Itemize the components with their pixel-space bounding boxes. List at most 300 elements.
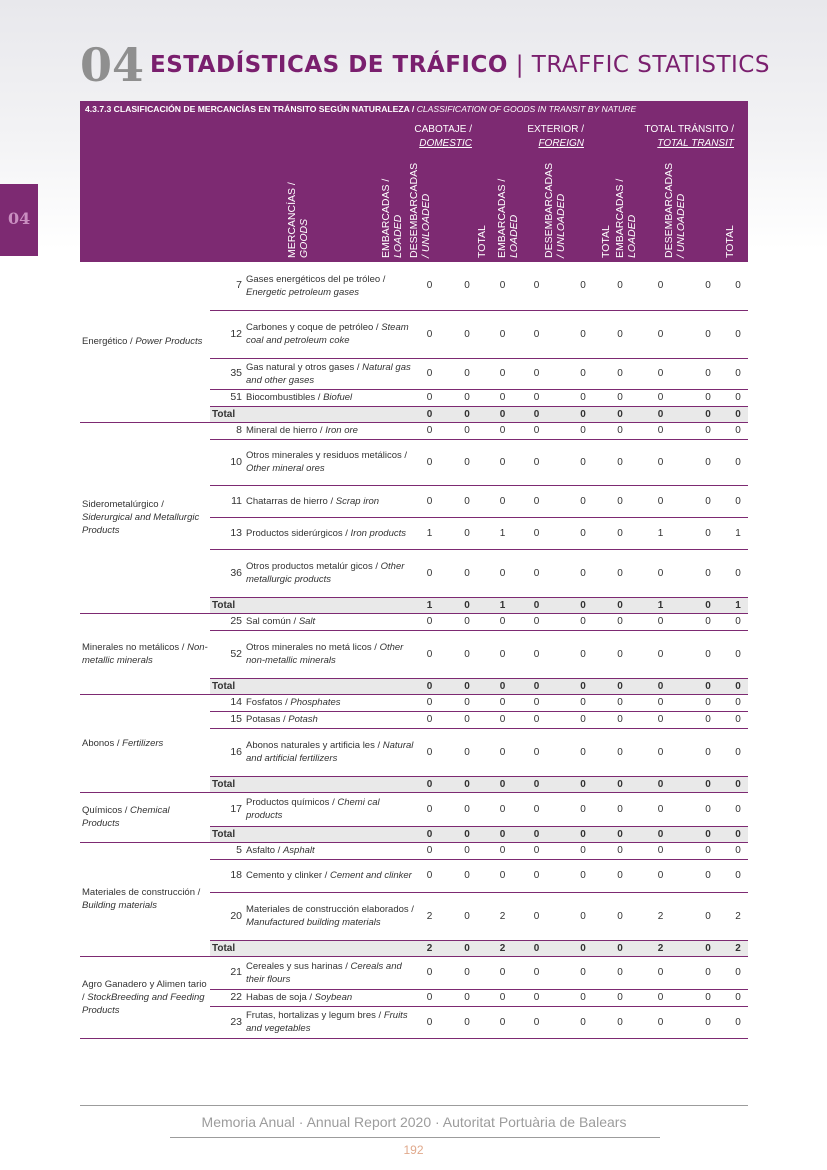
value-cell: 0 bbox=[633, 859, 688, 892]
col-domestic-total: TOTAL bbox=[476, 225, 488, 258]
total-value-cell: 0 bbox=[443, 776, 491, 792]
goods-description bbox=[244, 613, 416, 630]
goods-desc-es: Otros productos metalúr gicos / bbox=[246, 561, 381, 572]
value-cell: 0 bbox=[491, 358, 514, 389]
value-cell: 0 bbox=[443, 859, 491, 892]
total-value-cell: 1 bbox=[491, 597, 514, 613]
value-cell: 0 bbox=[514, 694, 559, 711]
value-cell: 0 bbox=[416, 859, 443, 892]
goods-desc-en: Natural and artificial fertilizers bbox=[246, 740, 414, 764]
goods-desc-en: Biofuel bbox=[323, 392, 353, 403]
goods-desc-en: Other metallurgic products bbox=[246, 561, 405, 585]
value-cell: 0 bbox=[514, 613, 559, 630]
category-name-es: Energético / bbox=[82, 336, 136, 348]
value-cell: 2 bbox=[728, 892, 748, 940]
value-cell: 0 bbox=[633, 792, 688, 826]
total-value-cell: 0 bbox=[607, 406, 633, 422]
value-cell: 0 bbox=[633, 439, 688, 485]
value-cell: 0 bbox=[514, 842, 559, 859]
value-cell: 0 bbox=[443, 358, 491, 389]
value-cell: 0 bbox=[416, 262, 443, 310]
total-value-cell: 0 bbox=[491, 826, 514, 842]
value-cell: 0 bbox=[688, 358, 728, 389]
value-cell: 0 bbox=[633, 956, 688, 989]
value-cell: 0 bbox=[514, 358, 559, 389]
value-cell: 0 bbox=[491, 1006, 514, 1038]
value-cell: 0 bbox=[688, 842, 728, 859]
goods-code: 18 bbox=[210, 859, 244, 892]
value-cell: 0 bbox=[633, 989, 688, 1006]
goods-description bbox=[244, 989, 416, 1006]
goods-desc-es: Chatarras de hierro / bbox=[246, 495, 336, 507]
value-cell: 0 bbox=[443, 485, 491, 517]
value-cell: 0 bbox=[416, 310, 443, 358]
value-cell: 0 bbox=[607, 262, 633, 310]
group-foreign-es: EXTERIOR / bbox=[527, 124, 584, 135]
value-cell: 0 bbox=[633, 310, 688, 358]
goods-description bbox=[244, 517, 416, 549]
value-cell: 0 bbox=[491, 842, 514, 859]
col-total-loaded: EMBARCADAS / LOADED bbox=[614, 178, 638, 258]
table-row bbox=[80, 422, 748, 439]
total-value-cell: 0 bbox=[728, 678, 748, 694]
value-cell: 0 bbox=[688, 989, 728, 1006]
table-row bbox=[80, 956, 748, 989]
value-cell: 0 bbox=[514, 792, 559, 826]
value-cell: 0 bbox=[491, 439, 514, 485]
value-cell: 0 bbox=[514, 517, 559, 549]
total-value-cell: 0 bbox=[607, 597, 633, 613]
value-cell: 0 bbox=[514, 549, 559, 597]
value-cell: 0 bbox=[514, 728, 559, 776]
value-cell: 0 bbox=[688, 630, 728, 678]
total-value-cell: 2 bbox=[491, 940, 514, 956]
column-header-row bbox=[80, 156, 748, 262]
col-domestic-loaded: EMBARCADAS / LOADED bbox=[380, 178, 404, 258]
goods-desc-es: Cemento y clinker / bbox=[246, 870, 330, 881]
goods-code: 51 bbox=[210, 389, 244, 406]
total-value-cell: 0 bbox=[633, 776, 688, 792]
goods-desc-en: Soybean bbox=[314, 992, 353, 1003]
goods-desc-es: Abonos naturales y artificia les / bbox=[246, 740, 383, 751]
chapter-side-tab bbox=[0, 184, 38, 256]
total-value-cell: 0 bbox=[443, 940, 491, 956]
total-label: Total bbox=[210, 826, 416, 842]
goods-desc-en: Scrap iron bbox=[335, 495, 380, 507]
total-value-cell: 0 bbox=[416, 406, 443, 422]
goods-description bbox=[244, 389, 416, 406]
value-cell: 0 bbox=[443, 389, 491, 406]
total-value-cell: 0 bbox=[559, 597, 607, 613]
goods-desc-en: Steam coal and petroleum coke bbox=[246, 322, 409, 346]
total-value-cell: 0 bbox=[688, 406, 728, 422]
value-cell: 0 bbox=[728, 439, 748, 485]
goods-desc-es: Productos químicos / bbox=[246, 797, 338, 808]
value-cell: 0 bbox=[491, 389, 514, 406]
total-label: Total bbox=[210, 776, 416, 792]
value-cell: 0 bbox=[633, 694, 688, 711]
value-cell: 0 bbox=[559, 1006, 607, 1038]
footer-text: Memoria Anual · Annual Report 2020 · Autoritat Portuària de Balears bbox=[201, 1114, 627, 1130]
value-cell: 0 bbox=[633, 613, 688, 630]
goods-desc-en: Phosphates bbox=[290, 697, 341, 708]
goods-desc-es: Biocombustibles / bbox=[246, 392, 324, 403]
value-cell: 0 bbox=[607, 422, 633, 439]
group-foreign-en: FOREIGN bbox=[538, 138, 584, 149]
value-cell: 0 bbox=[559, 517, 607, 549]
goods-code: 10 bbox=[210, 439, 244, 485]
goods-desc-en: Other mineral ores bbox=[246, 463, 325, 474]
goods-code: 11 bbox=[210, 485, 244, 517]
total-value-cell: 0 bbox=[559, 406, 607, 422]
value-cell: 0 bbox=[416, 792, 443, 826]
total-value-cell: 1 bbox=[633, 597, 688, 613]
goods-description bbox=[244, 262, 416, 310]
value-cell: 1 bbox=[728, 517, 748, 549]
value-cell: 0 bbox=[514, 711, 559, 728]
value-cell: 0 bbox=[728, 956, 748, 989]
total-label: Total bbox=[210, 678, 416, 694]
value-cell: 0 bbox=[491, 485, 514, 517]
goods-code: 15 bbox=[210, 711, 244, 728]
value-cell: 0 bbox=[514, 310, 559, 358]
total-value-cell: 0 bbox=[688, 826, 728, 842]
value-cell: 0 bbox=[416, 694, 443, 711]
value-cell: 0 bbox=[688, 728, 728, 776]
value-cell: 0 bbox=[443, 956, 491, 989]
goods-description bbox=[244, 711, 416, 728]
value-cell: 0 bbox=[514, 956, 559, 989]
value-cell: 0 bbox=[443, 711, 491, 728]
value-cell: 0 bbox=[416, 1006, 443, 1038]
value-cell: 0 bbox=[443, 613, 491, 630]
category-name-en: StockBreeding and Feeding Products bbox=[82, 991, 205, 1016]
value-cell: 0 bbox=[688, 613, 728, 630]
goods-code: 25 bbox=[210, 613, 244, 630]
value-cell: 0 bbox=[491, 549, 514, 597]
value-cell: 0 bbox=[633, 630, 688, 678]
value-cell: 0 bbox=[559, 422, 607, 439]
total-value-cell: 0 bbox=[416, 826, 443, 842]
goods-code: 20 bbox=[210, 892, 244, 940]
goods-description bbox=[244, 792, 416, 826]
goods-table bbox=[80, 262, 748, 1039]
value-cell: 0 bbox=[559, 792, 607, 826]
value-cell: 0 bbox=[559, 485, 607, 517]
total-value-cell: 0 bbox=[728, 826, 748, 842]
goods-table-body bbox=[80, 262, 748, 1038]
total-value-cell: 0 bbox=[633, 406, 688, 422]
value-cell: 0 bbox=[559, 859, 607, 892]
total-value-cell: 0 bbox=[514, 826, 559, 842]
value-cell: 0 bbox=[728, 262, 748, 310]
value-cell: 0 bbox=[514, 262, 559, 310]
goods-code: 52 bbox=[210, 630, 244, 678]
goods-desc-es: Productos siderúrgicos / bbox=[246, 527, 351, 539]
goods-description bbox=[244, 842, 416, 859]
chapter-number: 04 bbox=[80, 38, 145, 92]
value-cell: 0 bbox=[728, 711, 748, 728]
value-cell: 0 bbox=[633, 1006, 688, 1038]
value-cell: 0 bbox=[491, 694, 514, 711]
value-cell: 0 bbox=[514, 630, 559, 678]
goods-description bbox=[244, 422, 416, 439]
title-en: TRAFFIC STATISTICS bbox=[531, 52, 770, 78]
value-cell: 0 bbox=[633, 549, 688, 597]
value-cell: 0 bbox=[491, 792, 514, 826]
total-value-cell: 0 bbox=[443, 406, 491, 422]
goods-desc-es: Habas de soja / bbox=[246, 992, 315, 1003]
col-foreign-unloaded: DESEMBARCADAS / UNLOADED bbox=[543, 162, 567, 258]
value-cell: 0 bbox=[607, 728, 633, 776]
goods-code: 5 bbox=[210, 842, 244, 859]
value-cell: 0 bbox=[728, 630, 748, 678]
side-tab-label: 04 bbox=[8, 209, 31, 228]
total-value-cell: 0 bbox=[416, 776, 443, 792]
value-cell: 0 bbox=[416, 389, 443, 406]
value-cell: 0 bbox=[559, 728, 607, 776]
goods-code: 22 bbox=[210, 989, 244, 1006]
goods-desc-es: Materiales de construcción elaborados / bbox=[246, 904, 414, 915]
value-cell: 0 bbox=[728, 694, 748, 711]
table-row bbox=[80, 842, 748, 859]
value-cell: 0 bbox=[633, 358, 688, 389]
value-cell: 0 bbox=[416, 989, 443, 1006]
value-cell: 0 bbox=[688, 485, 728, 517]
value-cell: 0 bbox=[728, 310, 748, 358]
col-total-unloaded: DESEMBARCADAS / UNLOADED bbox=[663, 162, 687, 258]
goods-desc-en: Manufactured building materials bbox=[246, 917, 381, 928]
value-cell: 0 bbox=[728, 549, 748, 597]
value-cell: 0 bbox=[559, 389, 607, 406]
group-header-domestic bbox=[402, 118, 502, 156]
value-cell: 0 bbox=[443, 989, 491, 1006]
value-cell: 0 bbox=[416, 422, 443, 439]
value-cell: 0 bbox=[633, 485, 688, 517]
value-cell: 0 bbox=[443, 694, 491, 711]
section-title-es: 4.3.7.3 CLASIFICACIÓN DE MERCANCÍAS EN TRÁNSITO SEGÚN NATURALEZA / bbox=[85, 104, 417, 114]
value-cell: 0 bbox=[443, 262, 491, 310]
goods-code: 12 bbox=[210, 310, 244, 358]
value-cell: 0 bbox=[514, 892, 559, 940]
total-label: Total bbox=[210, 597, 416, 613]
goods-code: 17 bbox=[210, 792, 244, 826]
value-cell: 0 bbox=[728, 613, 748, 630]
total-value-cell: 0 bbox=[514, 776, 559, 792]
goods-code: 7 bbox=[210, 262, 244, 310]
value-cell: 0 bbox=[688, 892, 728, 940]
value-cell: 0 bbox=[688, 956, 728, 989]
value-cell: 0 bbox=[491, 630, 514, 678]
value-cell: 0 bbox=[491, 728, 514, 776]
value-cell: 0 bbox=[607, 549, 633, 597]
value-cell: 0 bbox=[416, 956, 443, 989]
group-header-blank bbox=[80, 118, 402, 156]
goods-desc-en: Iron ore bbox=[325, 425, 358, 436]
total-value-cell: 0 bbox=[514, 940, 559, 956]
goods-description bbox=[244, 310, 416, 358]
category-name bbox=[80, 956, 210, 1038]
value-cell: 0 bbox=[416, 549, 443, 597]
goods-code: 23 bbox=[210, 1006, 244, 1038]
value-cell: 0 bbox=[443, 792, 491, 826]
total-value-cell: 0 bbox=[514, 406, 559, 422]
value-cell: 0 bbox=[443, 310, 491, 358]
value-cell: 0 bbox=[559, 262, 607, 310]
table-row bbox=[80, 262, 748, 310]
total-value-cell: 0 bbox=[491, 776, 514, 792]
goods-desc-es: Sal común / bbox=[246, 616, 299, 627]
goods-desc-es: Asfalto / bbox=[246, 845, 283, 856]
value-cell: 0 bbox=[559, 892, 607, 940]
total-value-cell: 0 bbox=[607, 776, 633, 792]
goods-desc-es: Cereales y sus harinas / bbox=[246, 960, 351, 972]
goods-desc-en: Chemi cal products bbox=[246, 797, 380, 821]
value-cell: 0 bbox=[559, 711, 607, 728]
value-cell: 0 bbox=[633, 389, 688, 406]
value-cell: 0 bbox=[633, 728, 688, 776]
category-name-es: Químicos / bbox=[82, 805, 131, 816]
goods-description bbox=[244, 485, 416, 517]
goods-desc-en: Natural gas and other gases bbox=[246, 361, 411, 386]
value-cell: 0 bbox=[607, 389, 633, 406]
value-cell: 2 bbox=[491, 892, 514, 940]
value-cell: 0 bbox=[443, 549, 491, 597]
value-cell: 1 bbox=[416, 517, 443, 549]
value-cell: 0 bbox=[559, 310, 607, 358]
value-cell: 0 bbox=[491, 989, 514, 1006]
category-name-en: Building materials bbox=[82, 900, 157, 911]
value-cell: 0 bbox=[607, 630, 633, 678]
col-foreign-loaded: EMBARCADAS / LOADED bbox=[496, 178, 520, 258]
page-title bbox=[150, 52, 770, 78]
goods-code: 21 bbox=[210, 956, 244, 989]
goods-description bbox=[244, 549, 416, 597]
value-cell: 0 bbox=[688, 694, 728, 711]
total-value-cell: 0 bbox=[443, 678, 491, 694]
goods-desc-es: Otros minerales no metá licos / bbox=[246, 642, 380, 653]
value-cell: 0 bbox=[607, 485, 633, 517]
value-cell: 2 bbox=[416, 892, 443, 940]
value-cell: 0 bbox=[633, 422, 688, 439]
total-value-cell: 0 bbox=[559, 776, 607, 792]
value-cell: 0 bbox=[491, 613, 514, 630]
value-cell: 0 bbox=[688, 310, 728, 358]
value-cell: 0 bbox=[607, 711, 633, 728]
value-cell: 0 bbox=[416, 358, 443, 389]
category-name bbox=[80, 262, 210, 422]
value-cell: 0 bbox=[416, 439, 443, 485]
value-cell: 0 bbox=[607, 694, 633, 711]
value-cell: 0 bbox=[559, 439, 607, 485]
category-name bbox=[80, 613, 210, 694]
goods-code: 36 bbox=[210, 549, 244, 597]
value-cell: 0 bbox=[607, 859, 633, 892]
value-cell: 0 bbox=[688, 262, 728, 310]
value-cell: 0 bbox=[514, 422, 559, 439]
group-header-total bbox=[620, 118, 748, 156]
total-value-cell: 0 bbox=[607, 940, 633, 956]
value-cell: 0 bbox=[688, 517, 728, 549]
value-cell: 0 bbox=[633, 711, 688, 728]
value-cell: 0 bbox=[688, 1006, 728, 1038]
total-value-cell: 0 bbox=[688, 678, 728, 694]
value-cell: 0 bbox=[514, 485, 559, 517]
value-cell: 0 bbox=[491, 711, 514, 728]
value-cell: 0 bbox=[559, 956, 607, 989]
value-cell: 0 bbox=[491, 859, 514, 892]
value-cell: 2 bbox=[633, 892, 688, 940]
value-cell: 1 bbox=[633, 517, 688, 549]
value-cell: 0 bbox=[559, 630, 607, 678]
value-cell: 1 bbox=[491, 517, 514, 549]
col-goods: MERCANCÍAS / GOODS bbox=[286, 182, 310, 258]
value-cell: 0 bbox=[607, 310, 633, 358]
total-value-cell: 0 bbox=[688, 597, 728, 613]
category-name bbox=[80, 694, 210, 792]
total-value-cell: 0 bbox=[443, 826, 491, 842]
value-cell: 0 bbox=[688, 792, 728, 826]
goods-desc-en: Asphalt bbox=[282, 845, 315, 856]
value-cell: 0 bbox=[416, 842, 443, 859]
value-cell: 0 bbox=[728, 389, 748, 406]
value-cell: 0 bbox=[416, 711, 443, 728]
total-value-cell: 0 bbox=[728, 776, 748, 792]
category-name-es: Materiales de construcción / bbox=[82, 887, 201, 898]
value-cell: 0 bbox=[491, 956, 514, 989]
group-total-es: TOTAL TRÁNSITO / bbox=[644, 124, 734, 135]
goods-description bbox=[244, 358, 416, 389]
total-value-cell: 2 bbox=[728, 940, 748, 956]
value-cell: 0 bbox=[607, 792, 633, 826]
goods-description bbox=[244, 728, 416, 776]
category-name-en: Power Products bbox=[135, 336, 203, 348]
goods-description bbox=[244, 892, 416, 940]
value-cell: 0 bbox=[559, 694, 607, 711]
total-value-cell: 1 bbox=[416, 597, 443, 613]
value-cell: 0 bbox=[559, 358, 607, 389]
total-value-cell: 0 bbox=[559, 940, 607, 956]
category-name-en: Fertilizers bbox=[122, 737, 164, 749]
goods-description bbox=[244, 956, 416, 989]
group-domestic-es: CABOTAJE / bbox=[414, 124, 472, 135]
total-label: Total bbox=[210, 940, 416, 956]
goods-desc-en: Energetic petroleum gases bbox=[246, 286, 360, 298]
title-es: ESTADÍSTICAS DE TRÁFICO bbox=[150, 52, 508, 78]
goods-desc-es: Fosfatos / bbox=[246, 697, 291, 708]
value-cell: 0 bbox=[607, 842, 633, 859]
value-cell: 0 bbox=[443, 892, 491, 940]
goods-desc-en: Iron products bbox=[350, 527, 406, 539]
value-cell: 0 bbox=[688, 422, 728, 439]
section-title-bar bbox=[80, 101, 748, 118]
total-value-cell: 1 bbox=[728, 597, 748, 613]
goods-desc-es: Potasas / bbox=[246, 714, 289, 725]
value-cell: 0 bbox=[728, 842, 748, 859]
total-value-cell: 0 bbox=[688, 776, 728, 792]
value-cell: 0 bbox=[688, 859, 728, 892]
total-value-cell: 0 bbox=[491, 406, 514, 422]
value-cell: 0 bbox=[607, 1006, 633, 1038]
category-name-en: Chemical Products bbox=[82, 805, 170, 829]
value-cell: 0 bbox=[443, 517, 491, 549]
value-cell: 0 bbox=[688, 439, 728, 485]
value-cell: 0 bbox=[443, 842, 491, 859]
value-cell: 0 bbox=[514, 439, 559, 485]
goods-desc-en: Cement and clinker bbox=[329, 870, 412, 881]
group-domestic-en: DOMESTIC bbox=[419, 138, 472, 149]
goods-desc-en: Potash bbox=[288, 714, 318, 725]
